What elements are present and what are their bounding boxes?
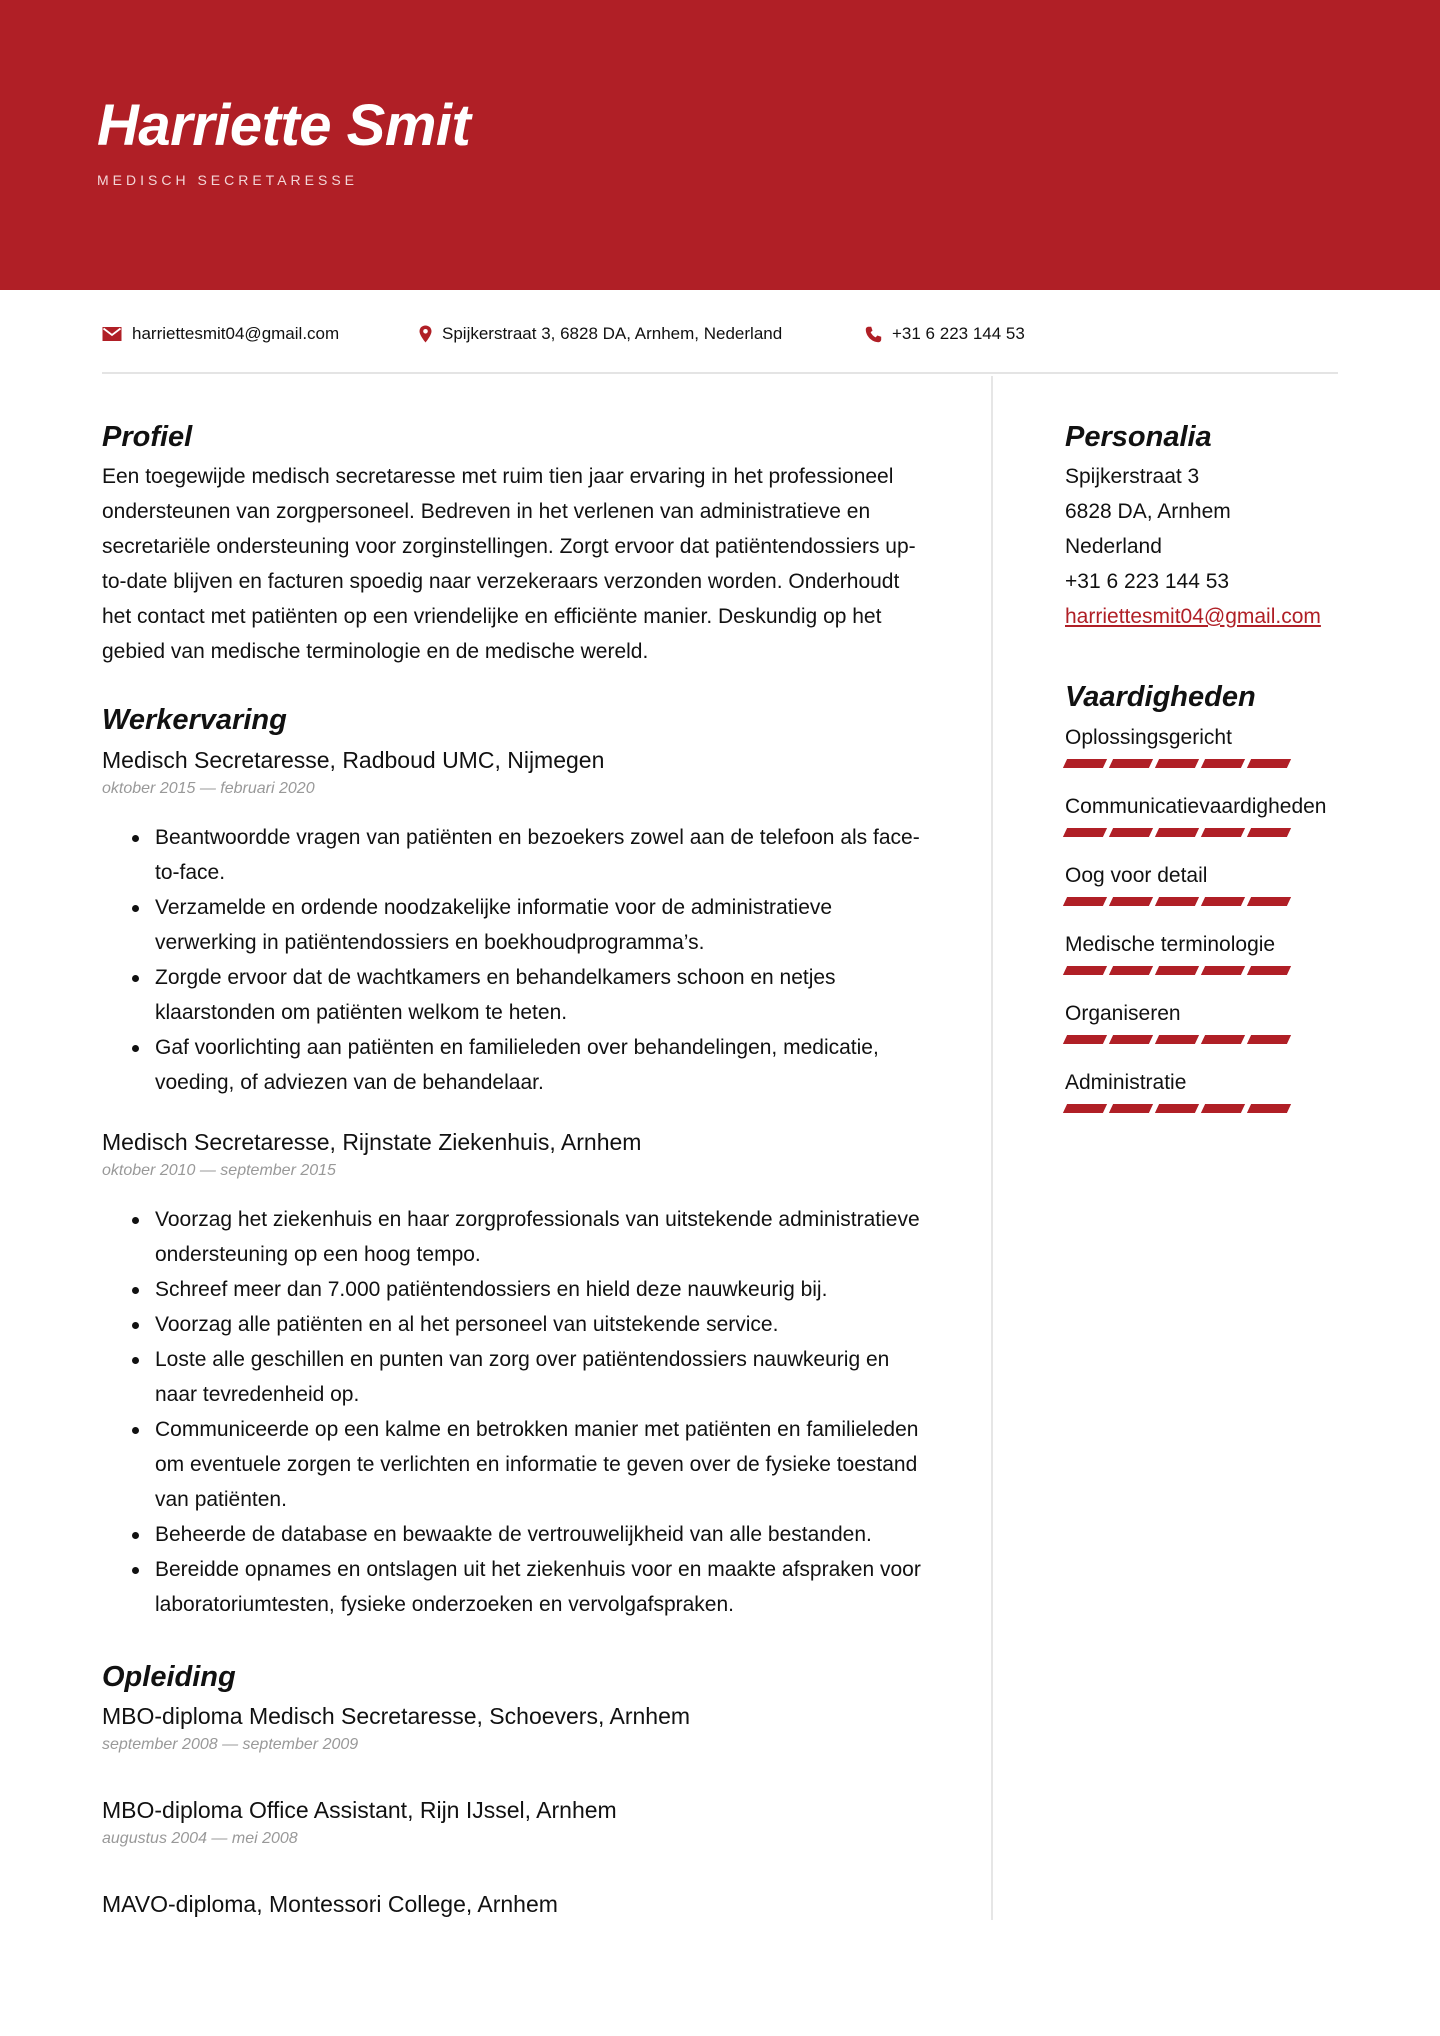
skill-level-bar: [1065, 828, 1355, 837]
skill-level-segment: [1201, 759, 1245, 768]
skill-level-segment: [1109, 966, 1153, 975]
personalia-postcode-city: 6828 DA, Arnhem: [1065, 499, 1231, 523]
education-entry: [102, 1700, 932, 1758]
personalia-heading: Personalia: [1065, 421, 1212, 453]
column-divider: [991, 376, 993, 1920]
skill-level-segment: [1247, 759, 1291, 768]
skill-name: Organiseren: [1065, 1001, 1181, 1025]
skill-item: [1065, 723, 1355, 768]
skill-level-segment: [1155, 897, 1199, 906]
skill-level-segment: [1063, 759, 1107, 768]
job-entry-title: Medisch Secretaresse, Rijnstate Ziekenhuis, Arnhem: [102, 1128, 642, 1155]
skill-name: Oplossingsgericht: [1065, 725, 1232, 749]
skill-level-segment: [1201, 828, 1245, 837]
skill-level-segment: [1247, 1035, 1291, 1044]
skill-level-bar: [1065, 897, 1355, 906]
profile-section: [102, 420, 932, 669]
job-entry-bullets: [102, 1202, 932, 1622]
personalia-section: [1065, 420, 1355, 634]
education-entry-title: MBO-diploma Medisch Secretaresse, Schoevers, Arnhem: [102, 1703, 691, 1730]
skills-heading: Vaardigheden: [1065, 680, 1256, 713]
skills-section: [1065, 680, 1355, 1113]
skill-item: [1065, 1068, 1355, 1113]
contact-address-text: Spijkerstraat 3, 6828 DA, Arnhem, Nederland: [442, 324, 783, 343]
phone-icon: [865, 326, 882, 343]
list-item: Verzamelde en ordende noodzakelijke informatie voor de administratieve verwerking in patiëntendossiers en boekhoudprogramma’s.: [102, 890, 932, 960]
skill-level-segment: [1201, 1104, 1245, 1113]
list-item: Voorzag het ziekenhuis en haar zorgprofessionals van uitstekende administratieve ondersteuning op een hoog tempo.: [102, 1202, 932, 1272]
skill-level-bar: [1065, 966, 1355, 975]
skills-list: [1065, 723, 1355, 1113]
list-item: Bereidde opnames en ontslagen uit het ziekenhuis voor en maakte afspraken voor laboratoriumtesten, fysieke onderzoeken en vervolgafspraken.: [102, 1552, 932, 1622]
skill-level-segment: [1063, 966, 1107, 975]
skill-level-segment: [1109, 1104, 1153, 1113]
location-pin-icon: [419, 325, 432, 343]
skill-level-segment: [1109, 828, 1153, 837]
list-item: Schreef meer dan 7.000 patiëntendossiers en hield deze nauwkeurig bij.: [102, 1272, 932, 1307]
skill-level-segment: [1201, 897, 1245, 906]
list-item: Loste alle geschillen en punten van zorg over patiëntendossiers nauwkeurig en naar tevredenheid op.: [102, 1342, 932, 1412]
skill-level-segment: [1109, 897, 1153, 906]
experience-heading: Werkervaring: [102, 703, 287, 736]
skill-item: [1065, 792, 1355, 837]
skill-level-segment: [1247, 966, 1291, 975]
skill-level-segment: [1109, 759, 1153, 768]
contact-address: [419, 324, 782, 344]
experience-section: [102, 703, 932, 1622]
mail-icon: [102, 326, 122, 342]
skill-level-segment: [1155, 1035, 1199, 1044]
skill-level-segment: [1247, 1104, 1291, 1113]
contact-phone-text: +31 6 223 144 53: [892, 324, 1025, 343]
education-entry: [102, 1888, 932, 1920]
profile-text: Een toegewijde medisch secretaresse met ruim tien jaar ervaring in het professioneel ondersteunen van zorgpersoneel. Bedreven in het verlenen van administratieve en secretariële ondersteuning voor zorginstellingen. Zorgt ervoor dat patiëntendossiers up-to-date blijven en facturen spoedig naar verzekeraars verzonden worden. Onderhoudt het contact met patiënten op een vriendelijke en efficiënte manier. Deskundig op het gebied van medische terminologie en de medische wereld.: [102, 464, 916, 663]
skill-name: Administratie: [1065, 1070, 1187, 1094]
list-item: Communiceerde op een kalme en betrokken manier met patiënten en familieleden om eventuele zorgen te verlichten en informatie te geven over de fysieke toestand van patiënten.: [102, 1412, 932, 1517]
skill-level-segment: [1063, 828, 1107, 837]
contact-email-text: harriettesmit04@gmail.com: [132, 324, 340, 343]
skill-level-segment: [1201, 966, 1245, 975]
list-item: Beheerde de database en bewaakte de vertrouwelijkheid van alle bestanden.: [102, 1517, 932, 1552]
personalia-email-link[interactable]: harriettesmit04@gmail.com: [1065, 604, 1321, 628]
skill-level-bar: [1065, 1035, 1355, 1044]
skill-level-bar: [1065, 759, 1355, 768]
list-item: Voorzag alle patiënten en al het personeel van uitstekende service.: [102, 1307, 932, 1342]
skill-level-segment: [1155, 759, 1199, 768]
side-column: [1065, 420, 1355, 1137]
main-column: [102, 420, 932, 1920]
skill-level-segment: [1155, 1104, 1199, 1113]
job-entry-title: Medisch Secretaresse, Radboud UMC, Nijmegen: [102, 746, 605, 773]
skill-level-segment: [1155, 966, 1199, 975]
profile-heading: Profiel: [102, 421, 193, 453]
personalia-street: Spijkerstraat 3: [1065, 464, 1200, 488]
skill-level-segment: [1063, 1035, 1107, 1044]
skill-level-segment: [1247, 897, 1291, 906]
skill-level-bar: [1065, 1104, 1355, 1113]
personalia-phone: +31 6 223 144 53: [1065, 569, 1230, 593]
job-entry: [102, 1126, 932, 1622]
list-item: Gaf voorlichting aan patiënten en familieleden over behandelingen, medicatie, voeding, of adviezen van de behandelaar.: [102, 1030, 932, 1100]
skill-name: Medische terminologie: [1065, 932, 1276, 956]
contact-email[interactable]: [102, 324, 339, 344]
skill-item: [1065, 930, 1355, 975]
person-name: Harriette Smit: [97, 93, 471, 158]
skill-item: [1065, 861, 1355, 906]
job-entry-dates: oktober 2015 — februari 2020: [102, 779, 315, 797]
contact-phone[interactable]: [865, 324, 1025, 344]
job-entry-bullets: [102, 820, 932, 1100]
job-entry: [102, 744, 932, 1100]
job-title: MEDISCH SECRETARESSE: [97, 172, 358, 188]
skill-name: Communicatievaardigheden: [1065, 794, 1327, 818]
education-heading: Opleiding: [102, 1660, 236, 1693]
skill-level-segment: [1247, 828, 1291, 837]
skill-level-segment: [1063, 1104, 1107, 1113]
personalia-country: Nederland: [1065, 534, 1162, 558]
education-entry-title: MBO-diploma Office Assistant, Rijn IJssel, Arnhem: [102, 1797, 617, 1824]
contact-bar: [102, 318, 1338, 374]
skill-level-segment: [1109, 1035, 1153, 1044]
list-item: Zorgde ervoor dat de wachtkamers en behandelkamers schoon en netjes klaarstonden om patiënten welkom te heten.: [102, 960, 932, 1030]
header-banner: [0, 0, 1440, 290]
education-section: [102, 1660, 932, 1921]
education-entry: [102, 1794, 932, 1852]
job-entry-dates: oktober 2010 — september 2015: [102, 1161, 336, 1179]
skill-level-segment: [1155, 828, 1199, 837]
education-entry-dates: september 2008 — september 2009: [102, 1736, 359, 1754]
skill-level-segment: [1063, 897, 1107, 906]
skill-level-segment: [1201, 1035, 1245, 1044]
education-entry-dates: augustus 2004 — mei 2008: [102, 1830, 298, 1848]
education-entry-title: MAVO-diploma, Montessori College, Arnhem: [102, 1891, 558, 1918]
list-item: Beantwoordde vragen van patiënten en bezoekers zowel aan de telefoon als face-to-face.: [102, 820, 932, 890]
skill-item: [1065, 999, 1355, 1044]
skill-name: Oog voor detail: [1065, 863, 1208, 887]
